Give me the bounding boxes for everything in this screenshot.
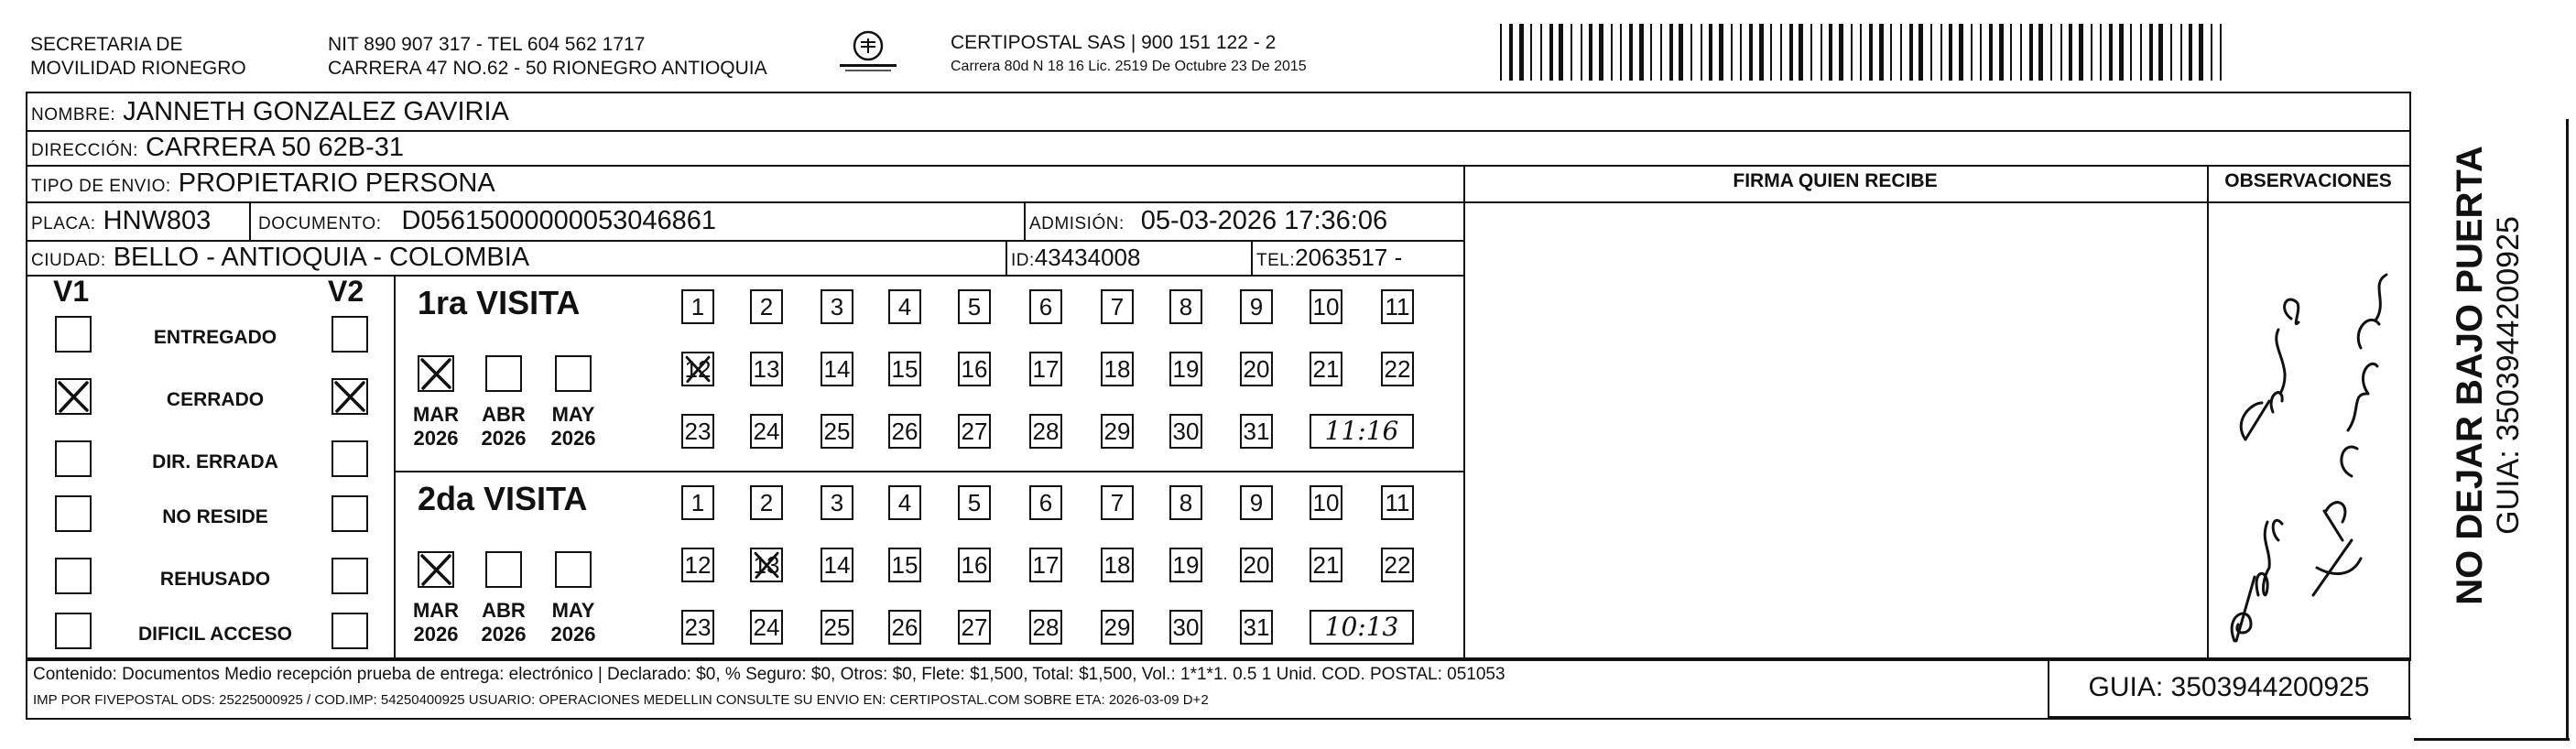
day-number: 23 [684,418,712,445]
nombre-label: NOMBRE: [31,105,116,125]
day-number: 2 [759,489,774,516]
day-box[interactable] [1169,352,1202,386]
footer-content: Contenido: Documentos Medio recepción prueba de entrega: electrónico | Declarado: $0, % Seguro: $0, Otros: $0, Flete: $1,500, Total: $1,500, Vol.: 1*1*1. 0.5 1 Unid. COD. POSTAL: 051053 [33,665,1505,684]
time-box[interactable]: 10:13 [1310,610,1414,645]
day-number: 19 [1172,551,1200,579]
day-box[interactable] [1101,548,1134,582]
guia-box [2048,659,2410,718]
month-name: MAR [412,599,460,622]
side-text [2449,146,2526,605]
footer-imprint: IMP POR FIVEPOSTAL ODS: 25225000925 / COD.IMP: 54250400925 USUARIO: OPERACIONES MEDELLIN CONSULTE SU ENVIO EN: CERTIPOSTAL.COM SOBRE ETA: 2026-03-09 D+2 [33,692,1209,708]
x-mark-icon [332,378,368,415]
month-label [541,403,605,450]
day-box[interactable] [681,610,714,645]
month-name: ABR [482,599,526,622]
day-number: 19 [1172,355,1200,383]
day-number: 21 [1312,551,1340,579]
day-number: 9 [1249,489,1264,516]
day-number: 26 [891,418,918,445]
day-number: 16 [961,551,988,579]
rule [2207,165,2209,659]
id-value: 43434008 [1034,244,1141,271]
day-box[interactable] [888,610,921,645]
day-box[interactable] [1029,414,1062,449]
rule [394,471,1465,472]
ciudad-row [31,243,529,276]
day-number: 20 [1243,551,1270,579]
rule [1005,240,1007,275]
barcode [1500,24,2227,81]
rule [26,240,1463,242]
placa-value: HNW803 [103,206,212,235]
month-year: 2026 [413,427,459,450]
day-number: 7 [1110,293,1125,320]
day-box[interactable] [1029,352,1062,386]
day-box[interactable] [1029,289,1062,324]
day-number: 27 [961,418,988,445]
v2-checkbox[interactable] [332,495,368,532]
x-mark-icon [752,549,781,581]
day-box[interactable] [1240,610,1273,645]
month-name: MAR [412,403,460,426]
month-checkbox[interactable] [485,551,522,588]
rule [2414,738,2570,741]
barcode-image [1500,24,2227,81]
day-box[interactable] [958,289,991,324]
day-number: 23 [684,613,712,641]
status-label: ENTREGADO [153,327,277,348]
rule [26,130,2411,132]
day-number: 22 [1384,355,1411,383]
day-box[interactable] [1101,485,1134,520]
certipostal-logo [838,27,898,75]
day-number: 13 [753,551,780,579]
day-box[interactable] [1381,352,1414,386]
v1-checkbox[interactable] [55,558,92,594]
day-number: 29 [1103,613,1131,641]
v1-checkbox[interactable] [55,378,92,415]
month-name: ABR [482,403,526,426]
status-label: CERRADO [166,389,265,410]
ciudad-value: BELLO - ANTIOQUIA - COLOMBIA [113,243,530,272]
carrier-line-2: Carrera 80d N 18 16 Lic. 2519 De Octubre 23 De 2015 [951,59,1307,74]
day-number: 15 [891,551,918,579]
nombre-row [31,97,509,130]
status-label: DIR. ERRADA [152,451,278,472]
day-number: 30 [1172,418,1200,445]
month-year: 2026 [481,623,527,646]
day-box[interactable] [1310,289,1342,324]
month-checkbox[interactable] [418,551,454,588]
carrier-line-1: CERTIPOSTAL SAS | 900 151 122 - 2 [951,32,1277,53]
month-label [404,599,468,646]
visit-title: 1ra VISITA [418,284,581,321]
day-number: 22 [1384,551,1411,579]
handwriting-image [2214,266,2407,650]
day-box[interactable] [888,352,921,386]
month-name: MAY [551,599,595,622]
day-number: 29 [1103,418,1131,445]
day-number: 30 [1172,613,1200,641]
carrier-info [951,31,1307,79]
day-number: 18 [1103,551,1131,579]
day-box[interactable] [888,289,921,324]
logo-icon [838,27,898,75]
day-box[interactable] [681,414,714,449]
issuer-contact [328,33,767,81]
day-number: 5 [967,293,982,320]
day-box[interactable] [750,548,783,582]
day-number: 14 [823,551,851,579]
month-checkbox[interactable] [418,355,454,392]
day-number: 12 [684,551,712,579]
v2-header: V2 [328,275,364,308]
tel-label: TEL: [1256,251,1296,270]
day-number: 3 [830,489,844,516]
day-number: 24 [753,418,780,445]
v2-checkbox[interactable] [332,316,368,353]
signature-area[interactable] [1463,198,2207,657]
status-label: DIFICIL ACCESO [137,624,292,645]
v2-checkbox[interactable] [332,558,368,594]
month-checkbox[interactable] [485,355,522,392]
day-box[interactable] [681,289,714,324]
id-label: ID: [1011,251,1035,270]
documento-value: D05615000000053046861 [401,206,717,235]
day-number: 11 [1385,489,1410,516]
day-box[interactable] [1310,485,1342,520]
day-number: 8 [1179,489,1193,516]
day-number: 3 [830,293,844,320]
day-box[interactable] [958,352,991,386]
day-box[interactable] [821,352,853,386]
v2-checkbox[interactable] [332,613,368,649]
day-box[interactable] [1029,548,1062,582]
day-number: 6 [1038,489,1053,516]
day-box[interactable] [1381,548,1414,582]
day-box[interactable] [958,610,991,645]
day-number: 8 [1179,293,1193,320]
day-box[interactable] [958,548,991,582]
tel-row [1256,243,1402,276]
day-number: 31 [1243,613,1270,641]
day-box[interactable] [821,289,853,324]
tipo-value: PROPIETARIO PERSONA [178,168,495,198]
id-row [1011,243,1140,276]
day-box[interactable] [1029,485,1062,520]
nit-line: NIT 890 907 317 - TEL 604 562 1717 [328,34,646,55]
day-number: 15 [891,355,918,383]
month-name: MAY [551,403,595,426]
address-line: CARRERA 47 NO.62 - 50 RIONEGRO ANTIOQUIA [328,58,767,79]
day-number: 25 [823,418,851,445]
month-checkbox[interactable] [555,551,592,588]
nombre-value: JANNETH GONZALEZ GAVIRIA [123,97,509,126]
firma-header: FIRMA QUIEN RECIBE [1733,170,1938,191]
day-number: 13 [753,355,780,383]
guia-number: GUIA: 3503944200925 [2088,672,2370,702]
issuer-line-1: SECRETARIA DE [30,34,183,55]
day-box[interactable] [1101,610,1134,645]
issuer-name [30,33,246,81]
day-box[interactable] [1169,485,1202,520]
side-panel [2414,119,2560,632]
x-mark-icon [683,353,712,385]
documento-label: DOCUMENTO: [258,214,382,233]
observaciones-header: OBSERVACIONES [2224,170,2392,191]
day-number: 17 [1032,355,1060,383]
day-number: 7 [1110,489,1125,516]
day-box[interactable] [1169,289,1202,324]
rule [249,201,251,240]
rule [2566,119,2569,740]
day-box[interactable] [1101,289,1134,324]
month-label [404,403,468,450]
day-number: 28 [1032,418,1060,445]
day-box[interactable] [821,414,853,449]
day-box[interactable] [750,352,783,386]
day-box[interactable] [958,414,991,449]
admision-row [1029,206,1387,239]
tipo-label: TIPO DE ENVIO: [31,177,171,196]
v1-checkbox[interactable] [55,316,92,353]
v1-header: V1 [53,275,90,308]
day-box[interactable] [1310,352,1342,386]
day-number: 6 [1038,293,1053,320]
day-box[interactable] [750,414,783,449]
day-box[interactable] [681,485,714,520]
time-box[interactable]: 11:16 [1310,414,1414,449]
rule [1024,201,1026,240]
v2-checkbox[interactable] [332,378,368,415]
day-number: 14 [823,355,851,383]
day-box[interactable] [1240,289,1273,324]
day-number: 4 [897,489,912,516]
day-number: 18 [1103,355,1131,383]
day-box[interactable] [1169,414,1202,449]
month-year: 2026 [413,623,459,646]
day-number: 11 [1385,293,1410,320]
rule [26,718,2411,720]
day-number: 1 [690,489,705,516]
v1-checkbox[interactable] [55,440,92,477]
day-box[interactable] [888,414,921,449]
day-box[interactable] [1240,485,1273,520]
day-box[interactable] [1169,610,1202,645]
v1-checkbox[interactable] [55,613,92,649]
day-number: 10 [1312,293,1340,320]
day-box[interactable] [1101,352,1134,386]
day-number: 9 [1249,293,1264,320]
day-number: 24 [753,613,780,641]
documento-row [258,206,716,239]
v1-checkbox[interactable] [55,495,92,532]
day-box[interactable] [821,485,853,520]
day-number: 16 [961,355,988,383]
handwritten-notes [2214,266,2407,650]
day-number: 17 [1032,551,1060,579]
side-warning: NO DEJAR BAJO PUERTA [2450,146,2490,605]
admision-value: 05-03-2026 17:36:06 [1140,206,1388,235]
day-box[interactable] [1029,610,1062,645]
day-number: 20 [1243,355,1270,383]
day-box[interactable] [888,548,921,582]
day-box[interactable] [1310,548,1342,582]
day-box[interactable] [1381,289,1414,324]
day-box[interactable] [1240,548,1273,582]
placa-label: PLACA: [31,214,96,233]
day-box[interactable] [1240,414,1273,449]
admision-label: ADMISIÓN: [1029,214,1125,233]
day-number: 1 [690,293,705,320]
day-number: 4 [897,293,912,320]
direccion-label: DIRECCIÓN: [31,141,138,160]
day-number: 31 [1243,418,1270,445]
day-box[interactable] [750,610,783,645]
tel-value: 2063517 - [1295,244,1403,271]
status-label: NO RESIDE [162,506,268,527]
status-label: REHUSADO [159,569,271,590]
rule [2409,130,2411,659]
month-checkbox[interactable] [555,355,592,392]
day-number: 25 [823,613,851,641]
day-box[interactable] [1381,485,1414,520]
day-number: 28 [1032,613,1060,641]
x-mark-icon [418,355,454,392]
day-box[interactable] [821,610,853,645]
x-mark-icon [418,551,454,588]
day-number: 21 [1312,355,1340,383]
v2-checkbox[interactable] [332,440,368,477]
x-mark-icon [55,378,92,415]
direccion-row [31,133,404,166]
day-number: 26 [891,613,918,641]
day-box[interactable] [821,548,853,582]
day-box[interactable] [750,289,783,324]
day-box[interactable] [681,548,714,582]
visit-title: 2da VISITA [418,480,588,517]
tipo-row [31,168,495,201]
day-box[interactable] [888,485,921,520]
ciudad-label: CIUDAD: [31,251,106,270]
day-number: 27 [961,613,988,641]
day-box[interactable] [681,352,714,386]
day-number: 10 [1312,489,1340,516]
month-year: 2026 [550,623,596,646]
side-guia: GUIA: 3503944200925 [2491,216,2526,535]
month-year: 2026 [550,427,596,450]
rule [394,275,396,657]
rule [26,657,27,720]
day-box[interactable] [958,485,991,520]
day-box[interactable] [750,485,783,520]
day-number: 12 [684,355,712,383]
month-label [472,403,536,450]
direccion-value: CARRERA 50 62B-31 [145,133,405,162]
day-number: 2 [759,293,774,320]
rule [1251,240,1253,275]
month-year: 2026 [481,427,527,450]
placa-row [31,206,211,239]
month-label [541,599,605,646]
month-label [472,599,536,646]
day-box[interactable] [1240,352,1273,386]
issuer-line-2: MOVILIDAD RIONEGRO [30,58,246,79]
day-box[interactable] [1101,414,1134,449]
day-number: 5 [967,489,982,516]
day-box[interactable] [1169,548,1202,582]
